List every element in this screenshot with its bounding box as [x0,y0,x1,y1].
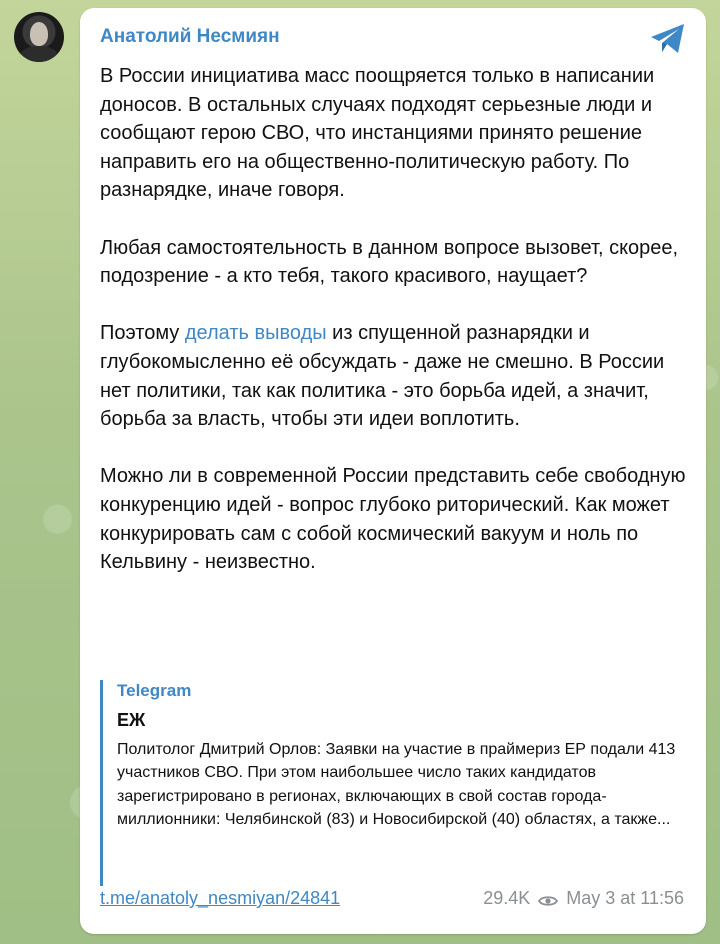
avatar[interactable] [14,12,64,62]
paragraph-4: Можно ли в современной России представить себе свободную конкуренцию идей - вопрос глубоко риторический. Как может конкурировать сам с собой космический вакуум и ноль по Кельвину - неизвестно. [100,465,686,574]
message-bubble [80,8,706,934]
view-count: 29.4K [483,888,531,908]
preview-source: Telegram [117,681,192,700]
paragraph-3-end: из спущенной разнарядки и глубокомысленно её обсуждать - даже не смешно. В России нет политики, так как политика - это борьба идей, а значит, борьба за власть, чтобы эти идеи воплотить. [100,322,665,431]
inline-link[interactable]: делать выводы [184,322,327,345]
eye-icon [538,892,558,906]
post-link[interactable]: t.me/anatoly_nesmiyan/24841 [100,888,341,908]
author-name[interactable]: Анатолий Несмиян [100,26,280,47]
paragraph-3 [100,319,690,433]
link-preview[interactable] [100,680,677,886]
post-date: May 3 at 11:56 [566,888,684,908]
post-text [100,62,690,577]
avatar-face [30,22,48,46]
preview-body: Политолог Дмитрий Орлов: Заявки на участие в праймериз ЕР подали 413 участников СВО. При этом наибольшее число таких кандидатов зарегистрировано в регионах, включающих в свой состав города-миллионники: Челябинской (83) и Новосибирской (40) областях, а также... [117,741,676,829]
telegram-share-icon[interactable] [648,22,688,56]
paragraph-2: Любая самостоятельность в данном вопросе вызовет, скорее, подозрение - а кто тебя, такого красивого, наущает? [100,236,679,288]
paragraph-1: В России инициатива масс поощряется только в написании доносов. В остальных случаях подходят серьезные люди и сообщают герою СВО, что инстанциями принято решение направить его на общественно-политическую работу. По разнарядке, иначе говоря. [100,65,655,202]
paragraph-3-start: Поэтому [100,322,185,345]
post-meta [483,888,684,909]
preview-title: ЕЖ [117,710,146,730]
avatar-body [20,46,58,62]
